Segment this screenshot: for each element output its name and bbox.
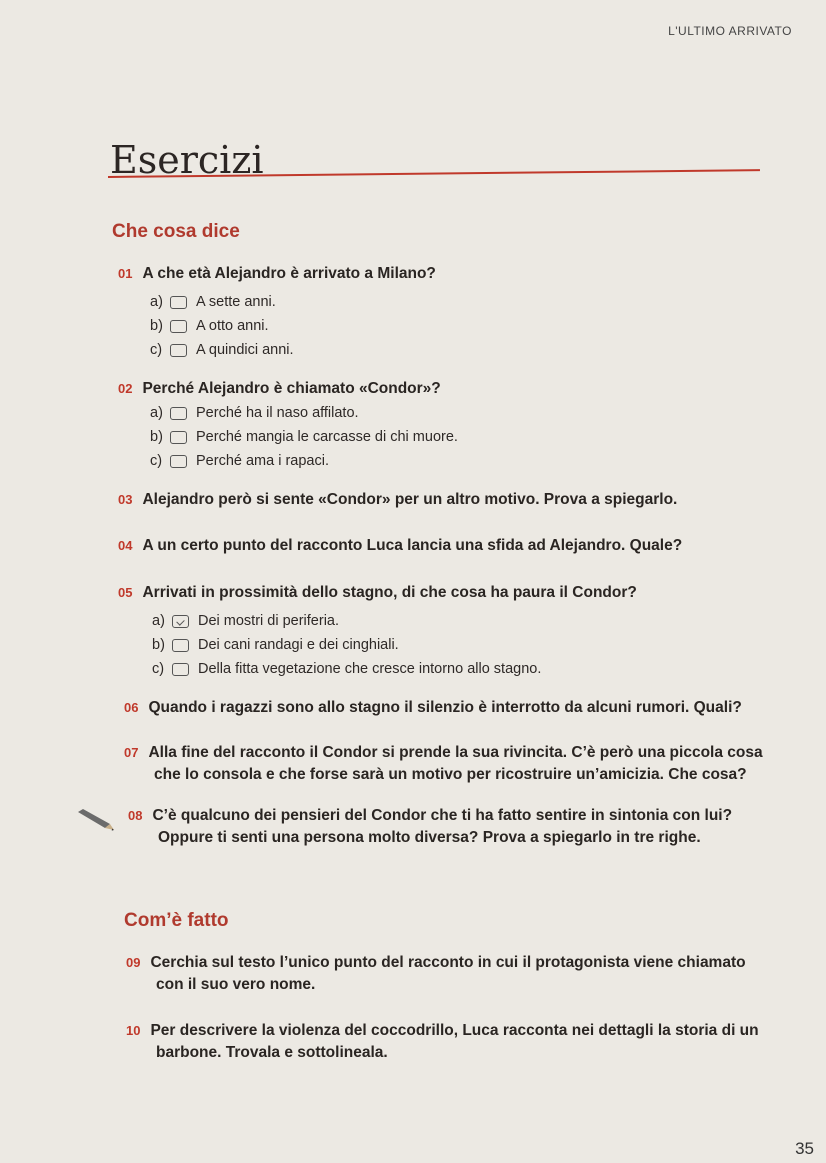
pencil-icon [76,808,116,832]
question-text-line1: Cerchia sul testo l’unico punto del racconto in cui il protagonista viene chiamato [150,954,746,971]
option-letter: b) [150,318,163,334]
option-text: A quindici anni. [196,342,294,358]
question-text: A che età Alejandro è arrivato a Milano? [142,265,436,282]
question-number: 03 [118,492,133,507]
question-03 [118,489,677,511]
option-letter: b) [152,637,165,653]
question-text: Alejandro però si sente «Condor» per un altro motivo. Prova a spiegarlo. [142,491,678,508]
question-01 [118,263,436,285]
checkbox[interactable] [170,407,187,420]
checkbox[interactable] [170,320,187,333]
question-text: A un certo punto del racconto Luca lancia una sfida ad Alejandro. Quale? [142,537,683,554]
option-01-c[interactable] [150,340,294,360]
option-02-b[interactable] [150,427,458,447]
checkbox[interactable] [170,344,187,357]
running-header: L'ULTIMO ARRIVATO [668,24,792,38]
option-02-c[interactable] [150,451,329,471]
question-07 [124,742,763,786]
question-number: 10 [126,1023,141,1038]
option-text: Perché ama i rapaci. [196,453,329,469]
option-text: A sette anni. [196,294,276,310]
question-number: 07 [124,745,139,760]
option-letter: c) [152,661,165,677]
option-01-a[interactable] [150,292,276,312]
question-text-line2: che lo consola e che forse sarà un motivo per ricostruire un’amicizia. Che cosa? [154,766,747,783]
page-title: Esercizi [110,138,264,182]
checkbox[interactable] [170,296,187,309]
option-letter: a) [152,613,165,629]
option-text: Dei mostri di periferia. [198,613,340,629]
section-title-che-cosa-dice: Che cosa dice [112,221,240,242]
option-text: Della fitta vegetazione che cresce intorno allo stagno. [198,661,542,677]
question-number: 02 [118,381,133,396]
question-text-line1: Per descrivere la violenza del coccodrillo, Luca racconta nei dettagli la storia di un [150,1022,759,1039]
question-number: 08 [128,808,143,823]
option-letter: a) [150,405,163,421]
option-text: A otto anni. [196,318,269,334]
question-04 [118,535,682,557]
question-text: Quando i ragazzi sono allo stagno il silenzio è interrotto da alcuni rumori. Quali? [148,699,742,716]
option-letter: b) [150,429,163,445]
question-text: Perché Alejandro è chiamato «Condor»? [142,380,441,397]
question-text-line2: Oppure ti senti una persona molto diversa? Prova a spiegarlo in tre righe. [158,829,701,846]
option-01-b[interactable] [150,316,269,336]
question-text: Arrivati in prossimità dello stagno, di che cosa ha paura il Condor? [142,584,637,601]
option-letter: a) [150,294,163,310]
checkbox[interactable] [172,639,189,652]
option-letter: c) [150,453,163,469]
question-number: 05 [118,585,133,600]
option-text: Perché mangia le carcasse di chi muore. [196,429,458,445]
question-text-line1: C’è qualcuno dei pensieri del Condor che ti ha fatto sentire in sintonia con lui? [152,807,733,824]
question-10 [126,1020,759,1064]
question-05 [118,582,637,604]
section-title-com-e-fatto: Com’è fatto [124,910,229,931]
question-text-line2: con il suo vero nome. [156,976,316,993]
page-number: 35 [795,1139,814,1158]
question-02 [118,378,441,400]
option-05-a[interactable] [152,611,339,631]
question-09 [126,952,746,996]
option-letter: c) [150,342,163,358]
option-02-a[interactable] [150,403,359,423]
question-number: 09 [126,955,141,970]
checkbox[interactable] [172,663,189,676]
checkbox-checked[interactable] [172,615,189,628]
option-05-b[interactable] [152,635,399,655]
question-text-line2: barbone. Trovala e sottolineala. [156,1044,388,1061]
question-08 [128,805,732,849]
option-05-c[interactable] [152,659,541,679]
question-number: 01 [118,266,133,281]
question-number: 04 [118,538,133,553]
option-text: Perché ha il naso affilato. [196,405,359,421]
checkbox[interactable] [170,431,187,444]
question-06 [124,697,742,719]
checkbox[interactable] [170,455,187,468]
option-text: Dei cani randagi e dei cinghiali. [198,637,399,653]
question-number: 06 [124,700,139,715]
question-text-line1: Alla fine del racconto il Condor si prende la sua rivincita. C’è però una piccola cosa [148,744,763,761]
